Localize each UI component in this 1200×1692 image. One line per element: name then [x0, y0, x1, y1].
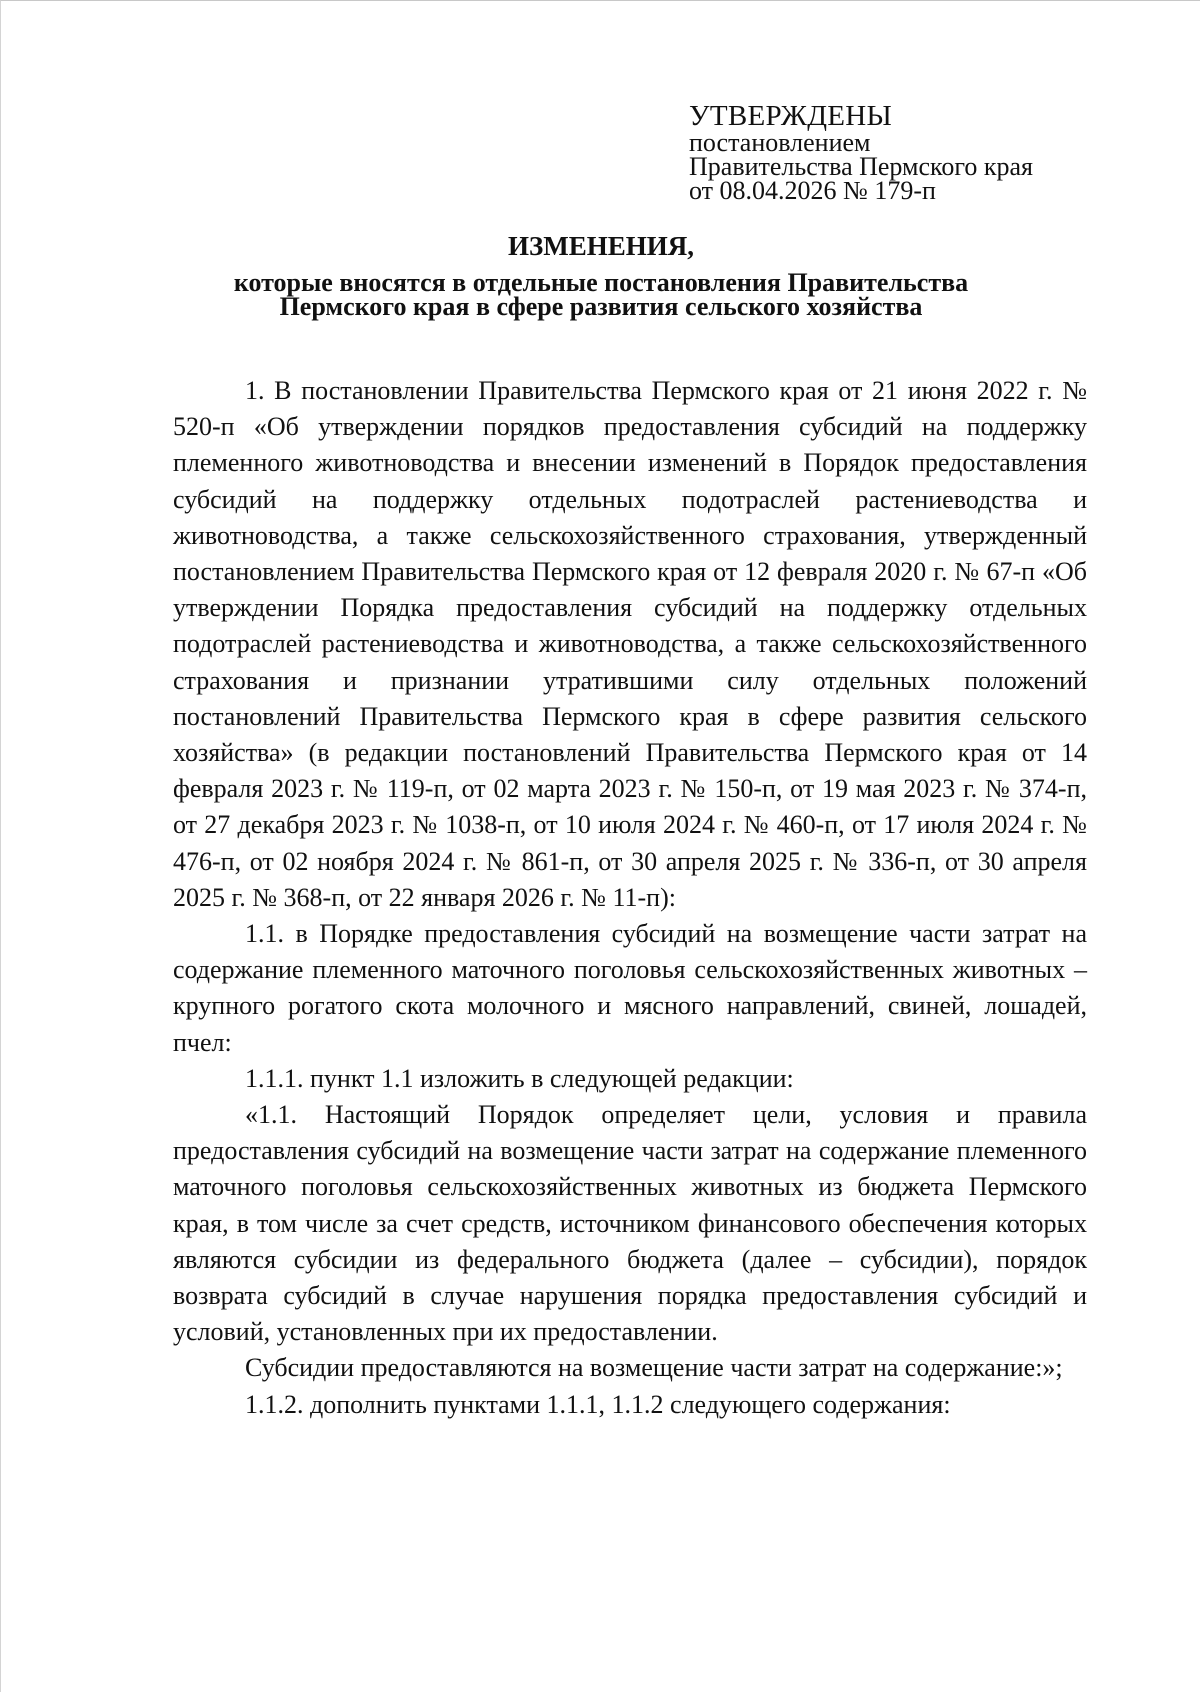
approval-date-number: от 08.04.2026 № 179-п: [689, 176, 936, 205]
document-title: ИЗМЕНЕНИЯ,: [507, 231, 694, 261]
approval-line: постановлением: [689, 128, 871, 157]
subtitle-line: Пермского края в сфере развития сельского хозяйства: [279, 292, 923, 321]
paragraph-subsidies: Субсидии предоставляются на возмещение части затрат на содержание:»;: [245, 1353, 1063, 1383]
approval-line: Правительства Пермского края: [689, 152, 1033, 181]
paragraph-quoted-1-1: «1.1. Настоящий Порядок определяет цели, условия и правила предоставления субсидий на возмещение части затрат на содержание племенного маточного поголовья сельскохозяйственных животных из бюджета Пермского края, в том числе за счет средств, источником финансового обеспечения которых являются субсидии из федерального бюджета (далее – субсидии), порядок возврата субсидий в случае нарушения порядка предоставления субсидий и условий, установленных при их предоставлении.: [173, 1100, 1087, 1347]
document-subtitle: [151, 268, 1051, 321]
paragraph-1-1-2: 1.1.2. дополнить пунктами 1.1.1, 1.1.2 следующего содержания:: [245, 1389, 951, 1419]
paragraph-1-1: 1.1. в Порядке предоставления субсидий на возмещение части затрат на содержание племенного маточного поголовья сельскохозяйственных животных – крупного рогатого скота молочного и мясного направлений, свиней, лошадей, пчел:: [173, 919, 1087, 1057]
approval-stamp-block: [689, 101, 1159, 203]
paragraph-1-1-1: 1.1.1. пункт 1.1 изложить в следующей редакции:: [245, 1063, 794, 1093]
subtitle-line: которые вносятся в отдельные постановления Правительства: [233, 268, 969, 297]
paragraph-1: 1. В постановлении Правительства Пермского края от 21 июня 2022 г. № 520-п «Об утверждении порядков предоставления субсидий на поддержку племенного животноводства и внесении изменений в Порядок предоставления субсидий на поддержку отдельных подотраслей растениеводства и животноводства, а также сельскохозяйственного страхования, утвержденный постановлением Правительства Пермского края от 12 февраля 2020 г. № 67-п «Об утверждении Порядка предоставления субсидий на поддержку отдельных подотраслей растениеводства и животноводства, а также сельскохозяйственного страхования и признании утратившими силу отдельных положений постановлений Правительства Пермского края в сфере развития сельского хозяйства» (в редакции постановлений Правительства Пермского края от 14 февраля 2023 г. № 119-п, от 02 марта 2023 г. № 150-п, от 19 мая 2023 г. № 374-п, от 27 декабря 2023 г. № 1038-п, от 10 июля 2024 г. № 460-п, от 17 июля 2024 г. № 476-п, от 02 ноября 2024 г. № 861-п, от 30 апреля 2025 г. № 336-п, от 30 апреля 2025 г. № 368-п, от 22 января 2026 г. № 11-п):: [173, 376, 1087, 912]
document-body: [173, 373, 1087, 1423]
approval-heading: УТВЕРЖДЕНЫ: [689, 100, 893, 132]
